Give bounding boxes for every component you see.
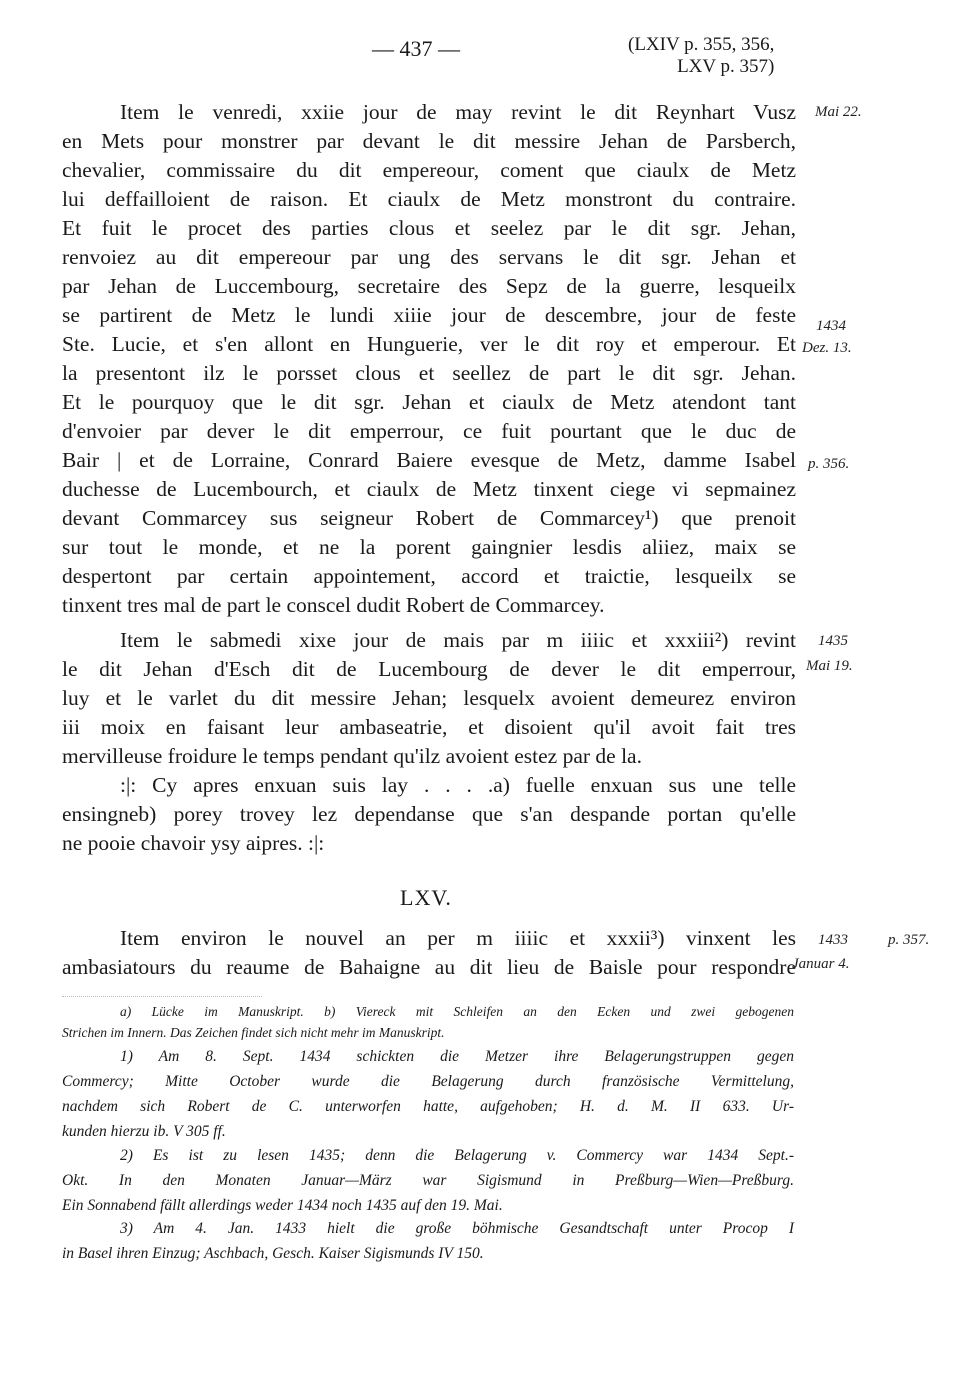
text-line: despertont par certain appointement, accord et traictie, lesqueilx se: [62, 564, 796, 588]
footnote-line: 1) Am 8. Sept. 1434 schickten die Metzer ihre Belagerungstruppen gegen: [120, 1048, 794, 1065]
text-line: ne pooie chavoir ysy aipres. :|:: [62, 831, 325, 855]
margin-note: Mai 19.: [806, 658, 853, 674]
margin-note: 1434: [816, 318, 846, 334]
footnote-line: 3) Am 4. Jan. 1433 hielt die große böhmische Gesandtschaft unter Procop I: [120, 1220, 794, 1237]
text-line: sur tout le monde, et ne la porent gaingnier lesdis aliiez, maix se: [62, 535, 796, 559]
text-line: Bair | et de Lorraine, Conrard Baiere evesque de Metz, damme Isabel: [62, 448, 796, 472]
footnote-divider: [62, 996, 262, 997]
text-line: lui deffailloient de raison. Et ciaulx de Metz monstront du contraire.: [62, 187, 796, 211]
footnote-line: 2) Es ist zu lesen 1435; denn die Belagerung v. Commercy war 1434 Sept.-: [120, 1147, 794, 1164]
margin-note: Mai 22.: [815, 104, 862, 120]
footnote-line: Okt. In den Monaten Januar—März war Sigismund in Preßburg—Wien—Preßburg.: [62, 1172, 794, 1189]
text-line: ambasiatours du reaume de Bahaigne au dit lieu de Baisle pour respondre: [62, 955, 796, 979]
margin-note: Dez. 13.: [802, 340, 852, 356]
text-line: mervilleuse froidure le temps pendant qu'ilz avoient estez par de la.: [62, 744, 642, 768]
text-line: en Mets pour monstrer par devant le dit messire Jehan de Parsberch,: [62, 129, 796, 153]
page-number: — 437 —: [372, 36, 460, 61]
text-line: iii moix en faisant leur ambaseatrie, et disoient qu'il avoit fait tres: [62, 715, 796, 739]
footnote-line: Ein Sonnabend fällt allerdings weder 1434 noch 1435 auf den 19. Mai.: [62, 1197, 503, 1214]
text-line: la presentont ilz le porsset clous et seellez de part le dit sgr. Jehan.: [62, 361, 796, 385]
margin-note: Januar 4.: [792, 956, 850, 972]
text-line: :|: Cy apres enxuan suis lay . . . .a) fuelle enxuan sus une telle: [120, 773, 796, 797]
footnote-line: in Basel ihren Einzug; Aschbach, Gesch. Kaiser Sigismunds IV 150.: [62, 1245, 484, 1262]
footnote-line: kunden hierzu ib. V 305 ff.: [62, 1123, 226, 1140]
page-reference: (LXIV p. 355, 356, LXV p. 357): [628, 34, 775, 77]
section-heading: LXV.: [400, 885, 452, 910]
text-line: ensingneb) porey trovey lez dependanse que s'an despande portan qu'elle: [62, 802, 796, 826]
text-line: Et le pourquoy que le dit sgr. Jehan et ciaulx de Metz atendont tant: [62, 390, 796, 414]
margin-note: 1435: [818, 633, 848, 649]
text-line: Et fuit le procet des parties clous et seelez par le dit sgr. Jehan,: [62, 216, 796, 240]
footnote-line: Strichen im Innern. Das Zeichen findet sich nicht mehr im Manuskript.: [62, 1025, 445, 1040]
text-line: Item le sabmedi xixe jour de mais par m iiiic et xxxiii²) revint: [120, 628, 796, 652]
footnote-line: a) Lücke im Manuskript. b) Viereck mit Schleifen an den Ecken und zwei gebogenen: [120, 1004, 794, 1019]
text-line: le dit Jehan d'Esch dit de Lucembourg de dever le dit emperrour,: [62, 657, 796, 681]
text-line: Item le venredi, xxiie jour de may revint le dit Reynhart Vusz: [120, 100, 796, 124]
text-line: Item environ le nouvel an per m iiiic et xxxii³) vinxent les: [120, 926, 796, 950]
text-line: luy et le varlet du dit messire Jehan; lesquelx avoient demeurez environ: [62, 686, 796, 710]
margin-note: p. 356.: [808, 456, 850, 472]
margin-note: p. 357.: [888, 932, 930, 948]
text-line: se partirent de Metz le lundi xiiie jour de descembre, jour de feste: [62, 303, 796, 327]
margin-note: 1433: [818, 932, 848, 948]
text-line: chevalier, commissaire du dit empereour, coment que ciaulx de Metz: [62, 158, 796, 182]
text-line: par Jehan de Luccembourg, secretaire des Sepz de la guerre, lesqueilx: [62, 274, 796, 298]
text-line: Ste. Lucie, et s'en allont en Hunguerie, ver le dit roy et emperour. Et: [62, 332, 796, 356]
text-line: devant Commarcey sus seigneur Robert de Commarcey¹) que prenoit: [62, 506, 796, 530]
text-line: d'envoier par dever le dit emperrour, ce fuit pourtant que le duc de: [62, 419, 796, 443]
footnote-line: Commercy; Mitte October wurde die Belagerung durch französische Vermittelung,: [62, 1073, 794, 1090]
text-line: tinxent tres mal de part le conscel dudit Robert de Commarcey.: [62, 593, 605, 617]
footnote-line: nachdem sich Robert de C. unterworfen hatte, aufgehoben; H. d. M. II 633. Ur-: [62, 1098, 794, 1115]
text-line: duchesse de Lucembourch, et ciaulx de Metz tinxent ciege vi sepmainez: [62, 477, 796, 501]
text-line: renvoiez au dit empereour par ung des servans le dit sgr. Jehan et: [62, 245, 796, 269]
